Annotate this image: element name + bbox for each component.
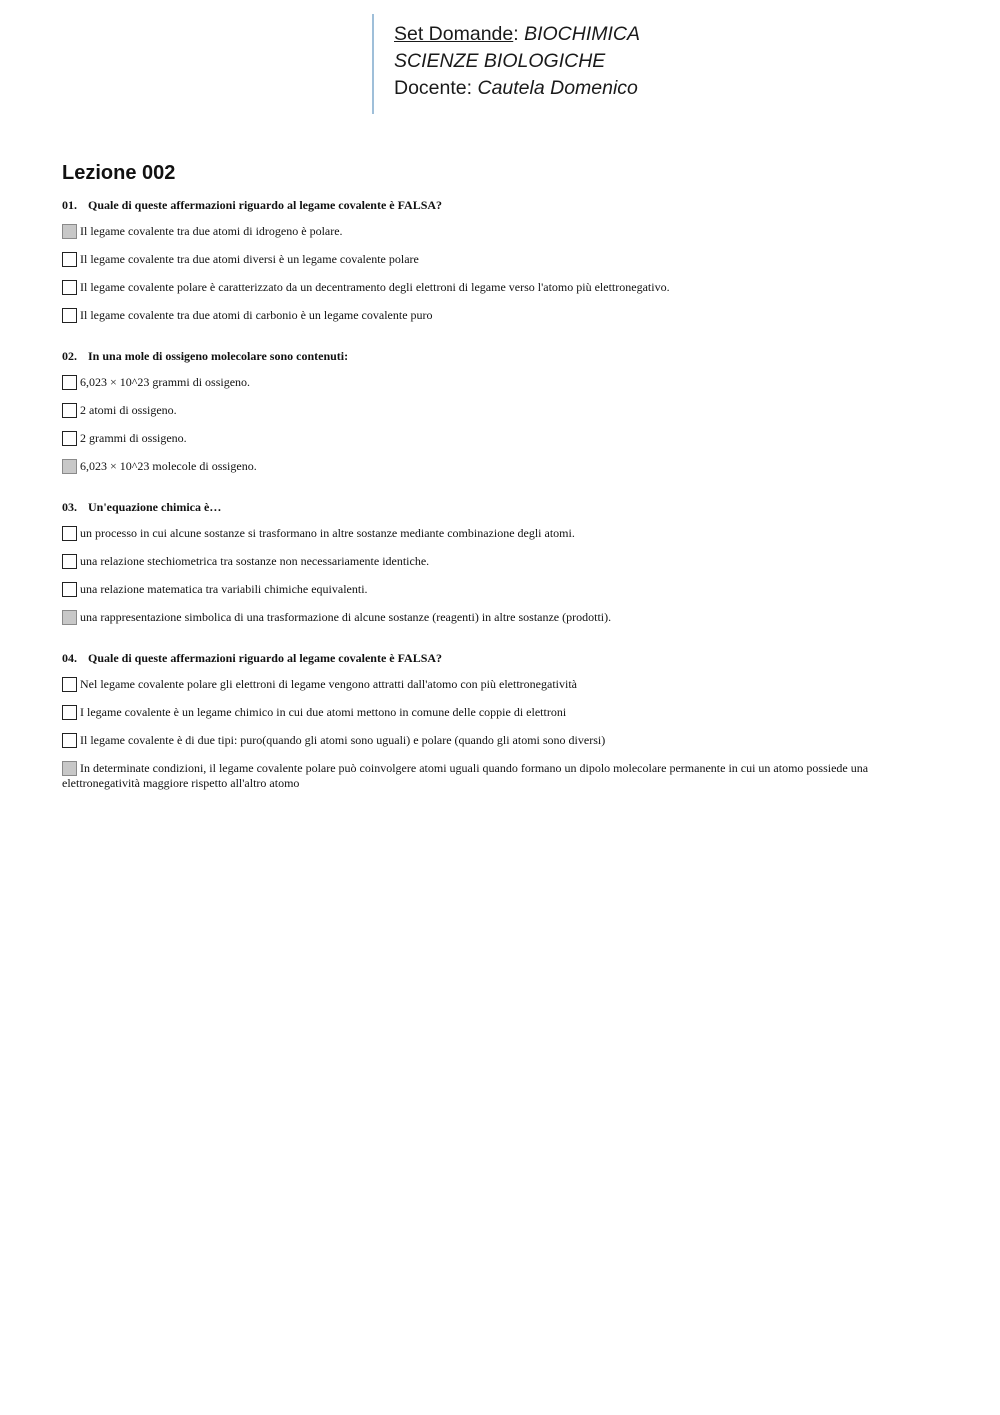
answer-checkbox[interactable] xyxy=(62,610,77,625)
course-name: SCIENZE BIOLOGICHE xyxy=(394,50,606,72)
answer-text: I legame covalente è un legame chimico in cui due atomi mettono in comune delle coppie di elettroni xyxy=(80,705,567,719)
answer-checkbox[interactable] xyxy=(62,403,77,418)
teacher-label: Docente: xyxy=(394,77,473,99)
answer-option[interactable] xyxy=(62,705,942,721)
answer-option[interactable] xyxy=(62,582,942,598)
question-label: In una mole di ossigeno molecolare sono contenuti: xyxy=(88,349,349,363)
answer-checkbox[interactable] xyxy=(62,582,77,597)
answer-text: 2 atomi di ossigeno. xyxy=(80,403,177,417)
question-label: Un'equazione chimica è… xyxy=(88,500,222,514)
answer-option[interactable] xyxy=(62,610,942,626)
answer-option[interactable] xyxy=(62,677,942,693)
question-text xyxy=(62,349,942,363)
question-text xyxy=(62,500,942,514)
teacher-line xyxy=(394,75,640,102)
question-text xyxy=(62,198,942,212)
question-number: 01. xyxy=(62,198,77,212)
answer-checkbox[interactable] xyxy=(62,375,77,390)
answer-checkbox[interactable] xyxy=(62,526,77,541)
answer-text: Nel legame covalente polare gli elettroni di legame vengono attratti dall'atomo con più elettronegatività xyxy=(80,677,577,691)
answer-option[interactable] xyxy=(62,224,942,240)
answer-checkbox[interactable] xyxy=(62,761,77,776)
question-number: 02. xyxy=(62,349,77,363)
answer-option[interactable] xyxy=(62,375,942,391)
answer-text: Il legame covalente tra due atomi diversi è un legame covalente polare xyxy=(80,252,419,266)
answer-option[interactable] xyxy=(62,308,942,324)
question-number: 04. xyxy=(62,651,77,665)
answer-checkbox[interactable] xyxy=(62,280,77,295)
answer-option[interactable] xyxy=(62,280,942,296)
lesson-title: Lezione 002 xyxy=(62,162,176,184)
answer-option[interactable] xyxy=(62,733,942,749)
answer-checkbox[interactable] xyxy=(62,705,77,720)
answer-text: In determinate condizioni, il legame covalente polare può coinvolgere atomi uguali quando formano un dipolo molecolare permanente in cui un atomo possiede una elettronegatività maggiore rispetto all'altro atomo xyxy=(62,761,869,790)
answer-text: Il legame covalente tra due atomi di idrogeno è polare. xyxy=(80,224,343,238)
answer-text: un processo in cui alcune sostanze si trasformano in altre sostanze mediante combinazione degli atomi. xyxy=(80,526,575,540)
answer-option[interactable] xyxy=(62,459,942,475)
document-header xyxy=(372,14,640,114)
question-block xyxy=(62,198,942,336)
answer-checkbox[interactable] xyxy=(62,459,77,474)
answer-checkbox[interactable] xyxy=(62,224,77,239)
answer-option[interactable] xyxy=(62,403,942,419)
answer-text: Il legame covalente polare è caratterizzato da un decentramento degli elettroni di legame verso l'atomo più elettronegativo. xyxy=(80,280,670,294)
answer-text: Il legame covalente tra due atomi di carbonio è un legame covalente puro xyxy=(80,308,433,322)
answer-text: una relazione stechiometrica tra sostanze non necessariamente identiche. xyxy=(80,554,430,568)
answer-checkbox[interactable] xyxy=(62,677,77,692)
answer-option[interactable] xyxy=(62,526,942,542)
question-text xyxy=(62,651,942,665)
answer-text: Il legame covalente è di due tipi: puro(quando gli atomi sono uguali) e polare (quando gli atomi sono diversi) xyxy=(80,733,606,747)
answer-checkbox[interactable] xyxy=(62,554,77,569)
answer-text: 6,023 × 10^23 molecole di ossigeno. xyxy=(80,459,257,473)
answer-checkbox[interactable] xyxy=(62,252,77,267)
question-number: 03. xyxy=(62,500,77,514)
question-label: Quale di queste affermazioni riguardo al legame covalente è FALSA? xyxy=(88,198,443,212)
answer-checkbox[interactable] xyxy=(62,431,77,446)
set-label: Set Domande xyxy=(394,23,514,45)
teacher-name: Cautela Domenico xyxy=(477,77,638,99)
answer-option[interactable] xyxy=(62,431,942,447)
answer-text: 2 grammi di ossigeno. xyxy=(80,431,187,445)
set-line xyxy=(394,21,640,48)
answer-option[interactable] xyxy=(62,761,942,791)
set-value: BIOCHIMICA xyxy=(524,23,641,45)
answer-checkbox[interactable] xyxy=(62,308,77,323)
question-label: Quale di queste affermazioni riguardo al legame covalente è FALSA? xyxy=(88,651,443,665)
answer-text: 6,023 × 10^23 grammi di ossigeno. xyxy=(80,375,251,389)
answer-text: una rappresentazione simbolica di una trasformazione di alcune sostanze (reagenti) in altre sostanze (prodotti). xyxy=(80,610,612,624)
answer-checkbox[interactable] xyxy=(62,733,77,748)
answer-option[interactable] xyxy=(62,554,942,570)
question-block xyxy=(62,349,942,487)
question-block xyxy=(62,500,942,638)
set-separator: : xyxy=(513,23,519,45)
question-block xyxy=(62,651,942,803)
answer-option[interactable] xyxy=(62,252,942,268)
answer-text: una relazione matematica tra variabili chimiche equivalenti. xyxy=(80,582,368,596)
